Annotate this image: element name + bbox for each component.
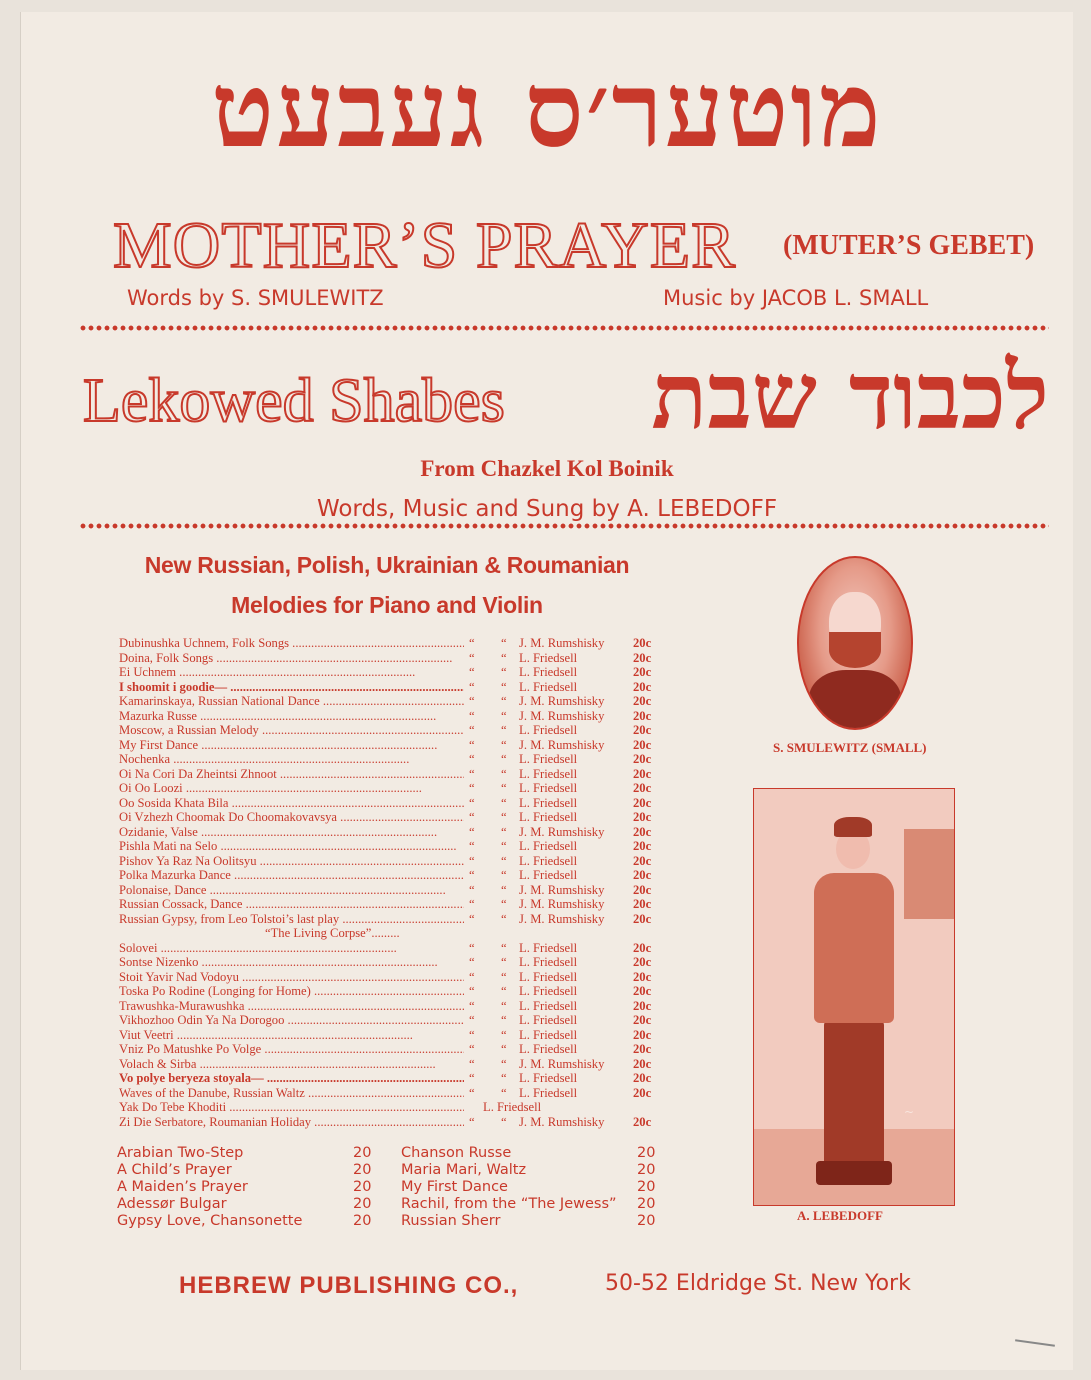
catalog-item-name: Maria Mari, Waltz xyxy=(401,1162,527,1178)
catalog-item-name: Chanson Russe xyxy=(401,1145,512,1161)
price: 20c xyxy=(633,781,652,795)
photo-figure-legs xyxy=(824,1021,884,1171)
song-row xyxy=(119,970,659,985)
ditto-mark: “ xyxy=(501,911,507,926)
song-row xyxy=(119,912,659,927)
song-row xyxy=(119,1071,659,1086)
ditto-mark: “ xyxy=(469,1114,475,1129)
ditto-mark: “ xyxy=(469,853,475,868)
song-name: My First Dance ..... xyxy=(119,738,464,753)
song-row xyxy=(119,796,659,811)
song-name: Zi Die Serbatore, Roumanian Holiday ..... xyxy=(119,1115,464,1130)
song-row xyxy=(119,941,659,956)
song-name: Vo polye beryeza stoyala— ..... xyxy=(119,1071,464,1086)
ditto-mark: “ xyxy=(469,824,475,839)
catalog-item-price: 20 xyxy=(637,1213,656,1229)
price: 20c xyxy=(633,723,652,737)
song-name: Russian Cossack, Dance ..... xyxy=(119,897,464,912)
song-name: Waves of the Danube, Russian Waltz ..... xyxy=(119,1086,464,1101)
ditto-mark: “ xyxy=(501,940,507,955)
ditto-mark: “ xyxy=(501,984,507,998)
price: 20c xyxy=(633,665,652,679)
song-row xyxy=(119,999,659,1014)
arranger: L. Friedsell xyxy=(519,984,578,998)
price: 20c xyxy=(633,795,652,810)
song-name: Ozidanie, Valse ..... xyxy=(119,825,464,840)
arranger: L. Friedsell xyxy=(519,810,578,824)
ornamental-divider xyxy=(79,324,1049,332)
price: 20c xyxy=(633,824,652,839)
bottom-right-list xyxy=(401,1145,661,1230)
catalog-item-name: A Maiden’s Prayer xyxy=(117,1179,248,1195)
song-name: Doina, Folk Songs ..... xyxy=(119,651,464,666)
price: 20c xyxy=(633,839,652,853)
ditto-mark: “ xyxy=(469,984,475,998)
ditto-mark: “ xyxy=(501,795,507,810)
arranger: L. Friedsell xyxy=(519,679,578,694)
song-title-transliteration: (MUTER’S GEBET) xyxy=(783,230,1035,261)
catalog-item-price: 20 xyxy=(637,1145,656,1161)
ditto-mark: “ xyxy=(501,897,507,911)
smulewitz-caption: S. SMULEWITZ (SMALL) xyxy=(773,740,927,755)
ditto-mark: “ xyxy=(501,868,507,882)
song-row xyxy=(119,854,659,869)
ditto-mark: “ xyxy=(501,1027,507,1042)
ditto-mark: “ xyxy=(469,940,475,955)
music-credit: Music by JACOB L. SMALL xyxy=(663,286,929,310)
ditto-mark: “ xyxy=(469,723,475,737)
ditto-mark: “ xyxy=(469,694,475,708)
song-title: MOTHER’S PRAYER xyxy=(113,209,737,282)
price: 20c xyxy=(633,955,652,969)
ditto-mark: “ xyxy=(501,1085,507,1100)
arranger: J. M. Rumshisky xyxy=(519,636,605,650)
arranger: L. Friedsell xyxy=(519,853,578,868)
arranger: L. Friedsell xyxy=(519,1027,578,1042)
price: 20c xyxy=(633,636,652,650)
arranger: L. Friedsell xyxy=(519,650,578,665)
second-song-title: Lekowed Shabes xyxy=(83,367,505,435)
song-name: Stoit Yavir Nad Vodoyu ..... xyxy=(119,970,464,985)
price: 20c xyxy=(633,853,652,868)
collection-heading: New Russian, Polish, Ukrainian & Roumanian xyxy=(144,552,630,578)
song-row xyxy=(119,1042,659,1057)
ditto-mark: “ xyxy=(501,882,507,897)
song-name: Sontse Nizenko ..... xyxy=(119,955,464,970)
song-name: Toska Po Rodine (Longing for Home) ..... xyxy=(119,984,464,999)
song-row xyxy=(119,897,659,912)
arranger: J. M. Rumshisky xyxy=(519,824,605,839)
price: 20c xyxy=(633,1114,652,1129)
song-row xyxy=(119,723,659,738)
price: 20c xyxy=(633,1042,652,1056)
photographer-signature: ~ xyxy=(904,1105,915,1119)
song-row xyxy=(119,709,659,724)
catalog-item xyxy=(401,1196,661,1213)
song-row xyxy=(119,651,659,666)
second-song-hebrew-title: לכבוד שבת xyxy=(651,342,1049,450)
ditto-mark: “ xyxy=(501,694,507,708)
price: 20c xyxy=(633,1056,652,1071)
lebedoff-photo xyxy=(753,788,955,1206)
publisher-name: HEBREW PUBLISHING CO., xyxy=(179,1272,519,1299)
pencil-mark xyxy=(1015,1339,1055,1347)
ditto-mark: “ xyxy=(469,911,475,926)
catalog-item xyxy=(401,1213,661,1230)
ditto-mark: “ xyxy=(501,636,507,650)
ditto-mark: “ xyxy=(501,853,507,868)
arranger: J. M. Rumshisky xyxy=(519,1056,605,1071)
song-name: Nochenka ..... xyxy=(119,752,464,767)
arranger: J. M. Rumshisky xyxy=(519,708,605,723)
catalog-item-name: Russian Sherr xyxy=(401,1213,501,1229)
song-name: Polka Mazurka Dance ..... xyxy=(119,868,464,883)
catalog-item-name: Adessør Bulgar xyxy=(117,1196,227,1212)
ditto-mark: “ xyxy=(469,882,475,897)
arranger: L. Friedsell xyxy=(483,1100,542,1114)
catalog-item-name: Gypsy Love, Chansonette xyxy=(117,1213,303,1229)
catalog-item-price: 20 xyxy=(637,1196,656,1212)
photo-figure-torso xyxy=(814,873,894,1023)
lebedoff-caption: A. LEBEDOFF xyxy=(797,1208,883,1223)
song-name-continuation: “The Living Corpse”......... xyxy=(265,926,400,940)
catalog-item-name: My First Dance xyxy=(401,1179,508,1195)
second-song-credits: Words, Music and Sung by A. LEBEDOFF xyxy=(316,496,778,522)
photo-figure-boots xyxy=(816,1161,892,1185)
arranger: L. Friedsell xyxy=(519,795,578,810)
song-row xyxy=(119,883,659,898)
arranger: L. Friedsell xyxy=(519,723,578,737)
price: 20c xyxy=(633,911,652,926)
price: 20c xyxy=(633,679,652,694)
song-row xyxy=(119,781,659,796)
price: 20c xyxy=(633,737,652,752)
ditto-mark: “ xyxy=(469,781,475,795)
arranger: L. Friedsell xyxy=(519,969,578,984)
price: 20c xyxy=(633,1071,652,1085)
arranger: J. M. Rumshisky xyxy=(519,737,605,752)
song-name: Oo Sosida Khata Bila ..... xyxy=(119,796,464,811)
photo-figure-hat xyxy=(834,817,872,837)
ditto-mark: “ xyxy=(469,969,475,984)
song-name: Pishov Ya Raz Na Oolitsyu ..... xyxy=(119,854,464,869)
price: 20c xyxy=(633,984,652,998)
song-row xyxy=(119,1028,659,1043)
ditto-mark: “ xyxy=(469,679,475,694)
catalog-item-price: 20 xyxy=(353,1145,372,1161)
arranger: J. M. Rumshisky xyxy=(519,694,605,708)
words-credit: Words by S. SMULEWITZ xyxy=(127,286,384,310)
ditto-mark: “ xyxy=(469,737,475,752)
second-song-source: From Chazkel Kol Boinik xyxy=(420,456,674,481)
song-row xyxy=(119,636,659,651)
collection-subheading: Melodies for Piano and Violin xyxy=(231,592,543,618)
song-row xyxy=(119,1057,659,1072)
ditto-mark: “ xyxy=(469,839,475,853)
song-name: Polonaise, Dance ..... xyxy=(119,883,464,898)
song-row xyxy=(119,825,659,840)
ditto-mark: “ xyxy=(501,737,507,752)
catalog-item-price: 20 xyxy=(637,1162,656,1178)
catalog-item-name: A Child’s Prayer xyxy=(117,1162,232,1178)
portrait-coat xyxy=(809,670,901,730)
ditto-mark: “ xyxy=(469,955,475,969)
ditto-mark: “ xyxy=(501,969,507,984)
ditto-mark: “ xyxy=(469,810,475,824)
song-row xyxy=(119,868,659,883)
catalog-item xyxy=(401,1162,661,1179)
song-name: Mazurka Russe ..... xyxy=(119,709,464,724)
catalog-item xyxy=(117,1196,377,1213)
song-row xyxy=(119,1086,659,1101)
ditto-mark: “ xyxy=(501,1056,507,1071)
song-name: Viut Veetri ..... xyxy=(119,1028,464,1043)
catalog-item-name: Arabian Two-Step xyxy=(117,1145,244,1161)
song-list xyxy=(119,636,659,1129)
song-row xyxy=(119,767,659,782)
ditto-mark: “ xyxy=(501,1042,507,1056)
song-row xyxy=(119,665,659,680)
price: 20c xyxy=(633,1013,652,1027)
catalog-item-price: 20 xyxy=(353,1179,372,1195)
song-name: Oi Vzhezh Choomak Do Choomakovavsya ..... xyxy=(119,810,464,825)
song-name: Solovei ..... xyxy=(119,941,464,956)
arranger: L. Friedsell xyxy=(519,665,578,679)
ditto-mark: “ xyxy=(501,1114,507,1129)
catalog-item xyxy=(117,1213,377,1230)
song-name: Kamarinskaya, Russian National Dance ..... xyxy=(119,694,464,709)
catalog-item-price: 20 xyxy=(353,1213,372,1229)
arranger: L. Friedsell xyxy=(519,781,578,795)
song-name: Dubinushka Uchnem, Folk Songs ..... xyxy=(119,636,464,651)
ornamental-divider xyxy=(79,522,1049,530)
arranger: J. M. Rumshisky xyxy=(519,897,605,911)
ditto-mark: “ xyxy=(469,795,475,810)
arranger: J. M. Rumshisky xyxy=(519,882,605,897)
price: 20c xyxy=(633,998,652,1013)
catalog-item xyxy=(401,1145,661,1162)
ditto-mark: “ xyxy=(501,650,507,665)
arranger: L. Friedsell xyxy=(519,955,578,969)
ditto-mark: “ xyxy=(501,1071,507,1085)
ditto-mark: “ xyxy=(469,1085,475,1100)
arranger: L. Friedsell xyxy=(519,1013,578,1027)
song-row xyxy=(119,1013,659,1028)
ditto-mark: “ xyxy=(501,766,507,781)
ditto-mark: “ xyxy=(469,868,475,882)
price: 20c xyxy=(633,1085,652,1100)
song-name: Yak Do Tebe Khoditi ..... xyxy=(119,1100,464,1115)
song-row xyxy=(119,839,659,854)
arranger: L. Friedsell xyxy=(519,998,578,1013)
price: 20c xyxy=(633,882,652,897)
ditto-mark: “ xyxy=(501,1013,507,1027)
song-row xyxy=(119,1100,659,1115)
song-row xyxy=(119,752,659,767)
song-row xyxy=(119,738,659,753)
ditto-mark: “ xyxy=(469,766,475,781)
price: 20c xyxy=(633,1027,652,1042)
arranger: L. Friedsell xyxy=(519,1042,578,1056)
ditto-mark: “ xyxy=(501,955,507,969)
song-name: Oi Na Cori Da Zheintsi Zhnoot ..... xyxy=(119,767,464,782)
catalog-item xyxy=(117,1162,377,1179)
ditto-mark: “ xyxy=(501,839,507,853)
ditto-mark: “ xyxy=(501,810,507,824)
price: 20c xyxy=(633,810,652,824)
ditto-mark: “ xyxy=(469,1071,475,1085)
song-name: I shoomit i goodie— ..... xyxy=(119,680,464,695)
hebrew-title: מוטער׳ס געבעט xyxy=(211,48,883,171)
song-row xyxy=(119,984,659,999)
price: 20c xyxy=(633,694,652,708)
song-name: Trawushka-Murawushka ..... xyxy=(119,999,464,1014)
ditto-mark: “ xyxy=(501,665,507,679)
ditto-mark: “ xyxy=(469,665,475,679)
price: 20c xyxy=(633,766,652,781)
price: 20c xyxy=(633,708,652,723)
song-row xyxy=(119,955,659,970)
arranger: L. Friedsell xyxy=(519,752,578,766)
price: 20c xyxy=(633,752,652,766)
ditto-mark: “ xyxy=(469,708,475,723)
price: 20c xyxy=(633,650,652,665)
catalog-item-name: Rachil, from the “The Jewess” xyxy=(401,1196,617,1212)
song-row xyxy=(119,810,659,825)
song-name: Ei Uchnem ..... xyxy=(119,665,464,680)
sheet-music-cover xyxy=(20,12,1073,1370)
catalog-item xyxy=(401,1179,661,1196)
song-name: Oi Oo Loozi ..... xyxy=(119,781,464,796)
song-row xyxy=(119,680,659,695)
ditto-mark: “ xyxy=(501,708,507,723)
song-name: Vniz Po Matushke Po Volge ..... xyxy=(119,1042,464,1057)
publisher-address: 50-52 Eldridge St. New York xyxy=(605,1271,911,1296)
price: 20c xyxy=(633,897,652,911)
ditto-mark: “ xyxy=(469,1013,475,1027)
song-name: Russian Gypsy, from Leo Tolstoi’s last play ..... xyxy=(119,912,464,927)
smulewitz-portrait xyxy=(797,556,913,730)
arranger: L. Friedsell xyxy=(519,1071,578,1085)
ditto-mark: “ xyxy=(469,752,475,766)
ditto-mark: “ xyxy=(469,650,475,665)
photo-shelf xyxy=(904,829,954,919)
song-name: Pishla Mati na Selo ..... xyxy=(119,839,464,854)
price: 20c xyxy=(633,969,652,984)
catalog-item xyxy=(117,1145,377,1162)
arranger: L. Friedsell xyxy=(519,940,578,955)
ditto-mark: “ xyxy=(469,636,475,650)
ditto-mark: “ xyxy=(469,1042,475,1056)
song-row xyxy=(119,694,659,709)
portrait-beard xyxy=(829,632,881,668)
arranger: L. Friedsell xyxy=(519,766,578,781)
ditto-mark: “ xyxy=(469,897,475,911)
ditto-mark: “ xyxy=(501,723,507,737)
song-row xyxy=(119,1115,659,1130)
arranger: J. M. Rumshisky xyxy=(519,911,605,926)
ditto-mark: “ xyxy=(501,998,507,1013)
catalog-item xyxy=(117,1179,377,1196)
price: 20c xyxy=(633,868,652,882)
ditto-mark: “ xyxy=(501,824,507,839)
arranger: L. Friedsell xyxy=(519,1085,578,1100)
ditto-mark: “ xyxy=(501,752,507,766)
arranger: L. Friedsell xyxy=(519,839,578,853)
song-name: Vikhozhoo Odin Ya Na Dorogoo ..... xyxy=(119,1013,464,1028)
catalog-item-price: 20 xyxy=(353,1162,372,1178)
ditto-mark: “ xyxy=(501,781,507,795)
arranger: J. M. Rumshisky xyxy=(519,1114,605,1129)
price: 20c xyxy=(633,940,652,955)
ditto-mark: “ xyxy=(469,1056,475,1071)
catalog-item-price: 20 xyxy=(353,1196,372,1212)
song-name: Volach & Sirba ..... xyxy=(119,1057,464,1072)
ditto-mark: “ xyxy=(501,679,507,694)
song-row-continuation xyxy=(119,926,659,941)
song-name: Moscow, a Russian Melody ..... xyxy=(119,723,464,738)
arranger: L. Friedsell xyxy=(519,868,578,882)
catalog-item-price: 20 xyxy=(637,1179,656,1195)
ditto-mark: “ xyxy=(469,1027,475,1042)
bottom-left-list xyxy=(117,1145,377,1230)
ditto-mark: “ xyxy=(469,998,475,1013)
